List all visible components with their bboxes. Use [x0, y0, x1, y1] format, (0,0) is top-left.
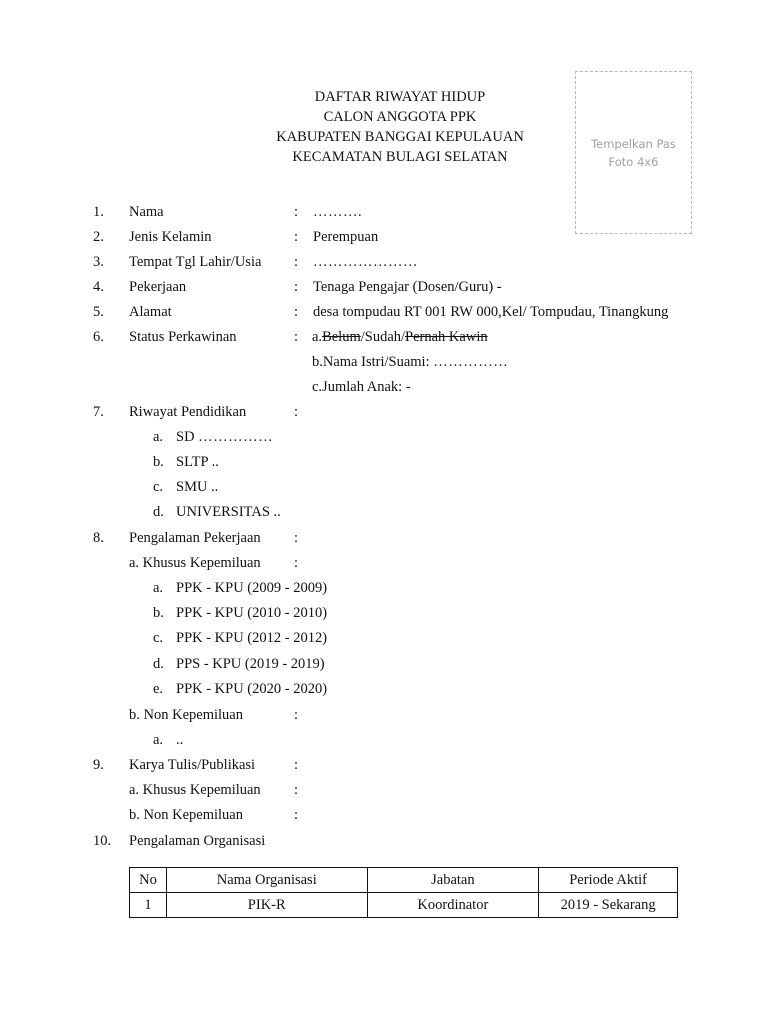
education-letter: d.	[153, 504, 164, 520]
item-label-pekerjaan: Pekerjaan	[129, 279, 187, 295]
marital-belum: Belum	[322, 329, 361, 345]
item-value-tempat-tgl-lahir: …………………	[313, 254, 418, 270]
marital-pernah-kawin: Pernah Kawin	[405, 329, 488, 345]
document-title	[200, 87, 600, 167]
separator: /	[360, 329, 365, 345]
colon: :	[294, 555, 299, 571]
item-number: 4.	[93, 279, 104, 295]
photo-label-line-2: Foto 4x6	[608, 154, 659, 169]
item-label-pengalaman-organisasi: Pengalaman Organisasi	[129, 833, 266, 849]
item-number: 6.	[93, 329, 104, 345]
education-sltp: SLTP ..	[176, 454, 219, 470]
table-row	[130, 893, 678, 918]
work-letter: e.	[153, 681, 164, 697]
education-text: SD	[176, 429, 195, 445]
colon: :	[294, 254, 299, 270]
education-letter: c.	[153, 479, 164, 495]
item-number: 1.	[93, 204, 104, 220]
item-label-jenis-kelamin: Jenis Kelamin	[129, 229, 212, 245]
education-smu: SMU ..	[176, 479, 219, 495]
title-line-3: KABUPATEN BANGGAI KEPULAUAN	[276, 129, 524, 145]
colon: :	[294, 757, 299, 773]
item-number: 2.	[93, 229, 104, 245]
publication-khusus-label: a. Khusus Kepemiluan	[129, 782, 261, 798]
work-khusus-kepemiluan-label: a. Khusus Kepemiluan	[129, 555, 261, 571]
photo-placeholder	[575, 71, 692, 234]
item-label-nama: Nama	[129, 204, 164, 220]
education-letter: b.	[153, 454, 164, 470]
item-value-pekerjaan: Tenaga Pengajar (Dosen/Guru) -	[313, 279, 502, 295]
work-letter: d.	[153, 656, 164, 672]
item-label-karya-tulis: Karya Tulis/Publikasi	[129, 757, 256, 773]
item-number: 8.	[93, 530, 104, 546]
spouse-name-line	[312, 354, 508, 371]
marital-status-options	[312, 329, 488, 346]
work-entry: PPK - KPU (2012 - 2012)	[176, 630, 328, 646]
cell-no: 1	[130, 893, 167, 918]
item-number: 5.	[93, 304, 104, 320]
item-label-tempat-tgl-lahir: Tempat Tgl Lahir/Usia	[129, 254, 262, 270]
colon: :	[294, 707, 299, 723]
cell-nama-organisasi: PIK-R	[166, 893, 367, 918]
column-header-no: No	[130, 868, 167, 893]
work-letter: b.	[153, 605, 164, 621]
spouse-name-value: ……………	[433, 354, 509, 370]
work-entry: PPK - KPU (2020 - 2020)	[176, 681, 328, 697]
work-entry: PPS - KPU (2019 - 2019)	[176, 656, 325, 672]
item-label-pengalaman-pekerjaan: Pengalaman Pekerjaan	[129, 530, 261, 546]
education-universitas: UNIVERSITAS ..	[176, 504, 281, 520]
children-count: c.Jumlah Anak: -	[312, 379, 411, 395]
item-value-jenis-kelamin: Perempuan	[313, 229, 379, 245]
education-letter: a.	[153, 429, 164, 445]
publication-non-label: b. Non Kepemiluan	[129, 807, 243, 823]
marital-sudah: Sudah	[364, 329, 402, 345]
organization-table	[129, 867, 678, 918]
work-letter: c.	[153, 630, 164, 646]
item-label-riwayat-pendidikan: Riwayat Pendidikan	[129, 404, 247, 420]
item-label-status-perkawinan: Status Perkawinan	[129, 329, 237, 345]
cell-periode-aktif: 2019 - Sekarang	[539, 893, 678, 918]
item-number: 9.	[93, 757, 104, 773]
colon: :	[294, 782, 299, 798]
work-entry: PPK - KPU (2009 - 2009)	[176, 580, 328, 596]
photo-label-line-1: Tempelkan Pas	[591, 136, 676, 151]
table-header-row	[130, 868, 678, 893]
cell-jabatan: Koordinator	[367, 893, 539, 918]
work-letter: a.	[153, 732, 164, 748]
colon: :	[294, 807, 299, 823]
colon: :	[294, 530, 299, 546]
item-label-alamat: Alamat	[129, 304, 172, 320]
title-line-4: KECAMATAN BULAGI SELATAN	[292, 149, 508, 165]
item-value-nama: ……….	[313, 204, 363, 220]
title-line-2: CALON ANGGOTA PPK	[323, 109, 477, 125]
colon: :	[294, 229, 299, 245]
work-entry: PPK - KPU (2010 - 2010)	[176, 605, 328, 621]
marital-prefix: a.	[312, 329, 323, 345]
spouse-name-label: b.Nama Istri/Suami:	[312, 354, 430, 370]
colon: :	[294, 404, 299, 420]
colon: :	[294, 204, 299, 220]
work-non-kepemiluan-label: b. Non Kepemiluan	[129, 707, 243, 723]
title-line-1: DAFTAR RIWAYAT HIDUP	[314, 89, 486, 105]
item-number: 3.	[93, 254, 104, 270]
education-sd	[176, 429, 273, 446]
work-entry: ..	[176, 732, 184, 748]
colon: :	[294, 279, 299, 295]
column-header-periode-aktif: Periode Aktif	[539, 868, 678, 893]
separator: /	[401, 329, 406, 345]
column-header-jabatan: Jabatan	[367, 868, 539, 893]
item-value-alamat: desa tompudau RT 001 RW 000,Kel/ Tompudau, Tinangkung	[313, 304, 669, 320]
item-number: 10.	[93, 833, 112, 849]
colon: :	[294, 329, 299, 345]
education-dots: ……………	[198, 429, 274, 445]
work-letter: a.	[153, 580, 164, 596]
item-number: 7.	[93, 404, 104, 420]
column-header-nama-organisasi: Nama Organisasi	[166, 868, 367, 893]
colon: :	[294, 304, 299, 320]
